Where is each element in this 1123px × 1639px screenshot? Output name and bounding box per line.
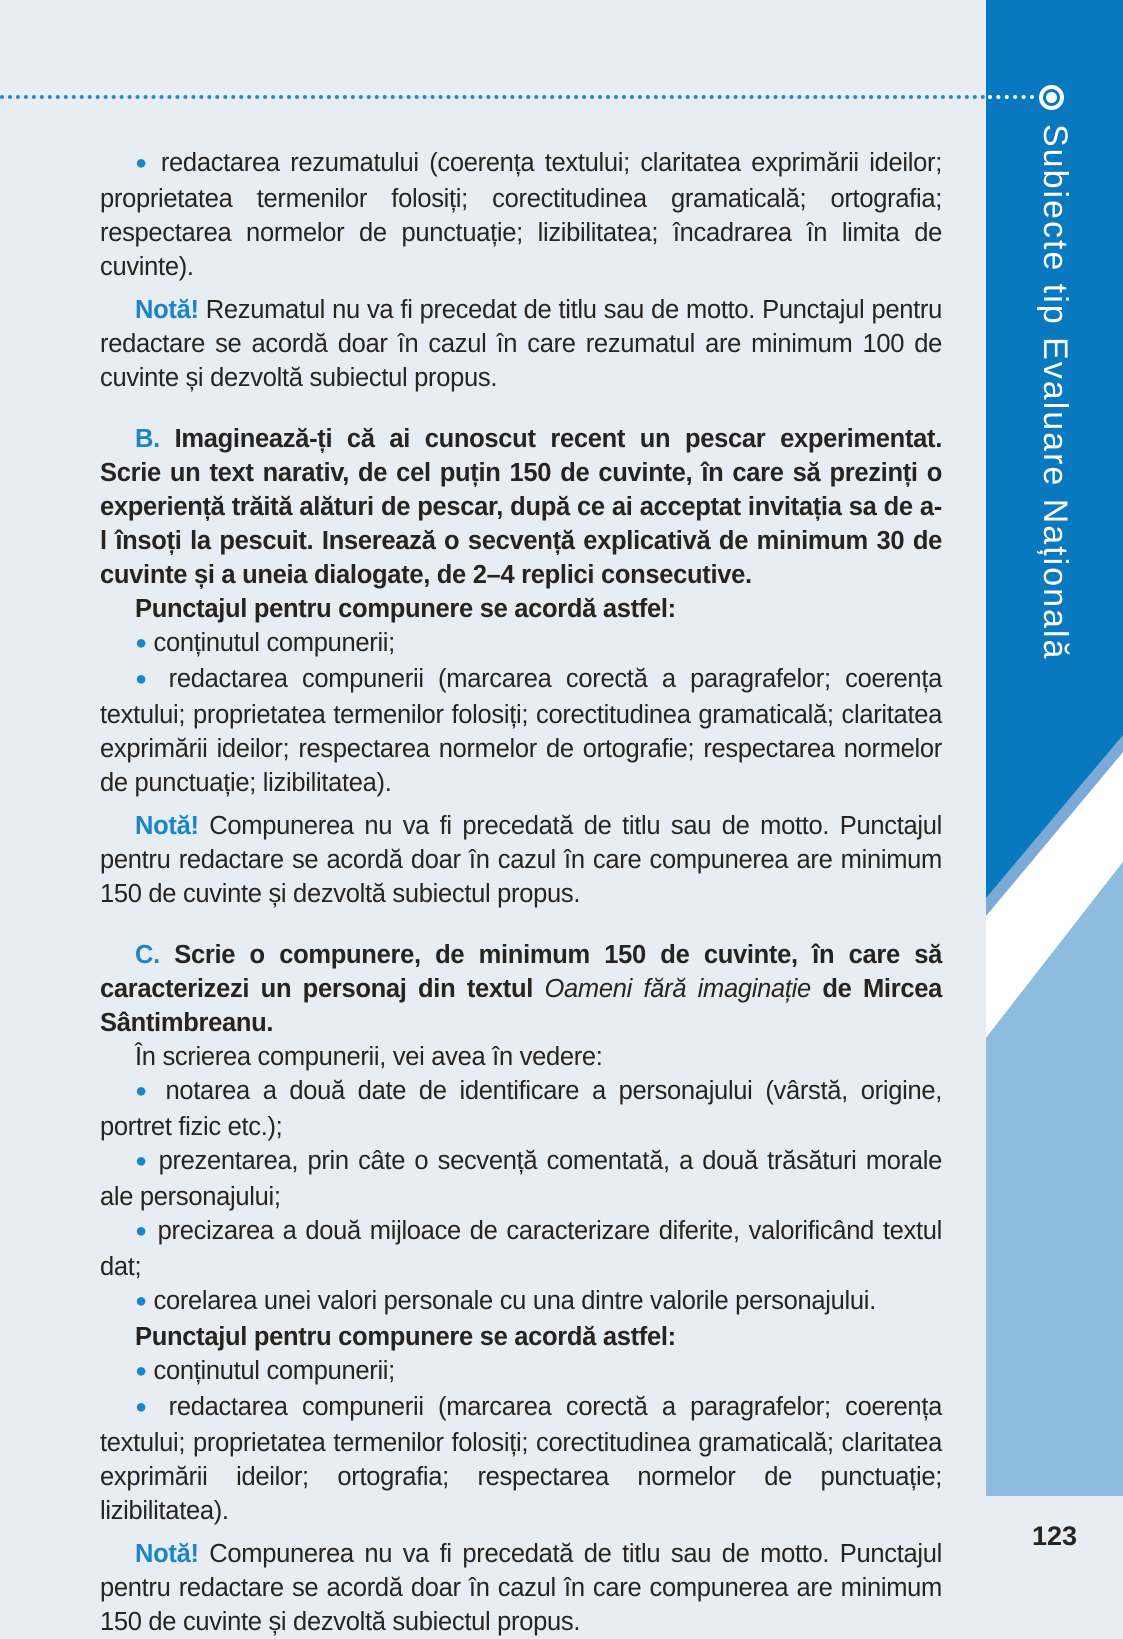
section-text: Scrie o compunere, de minimum 150 de cuvinte, în care să caracterizezi un personaj din textul (100, 941, 943, 1003)
bullet-item: ● redactarea rezumatului (coerența textului; claritatea exprimării ideilor; proprietatea termenilor folosiți; corectitudinea gramaticală; ortografia; respectarea normelor de punctuație; lizibilitatea; încadrarea în limita de cuvinte). (100, 149, 942, 281)
page-content (100, 146, 942, 1639)
bullet-item: ● corelarea unei valori personale cu una dintre valorile personajului. (135, 1287, 876, 1315)
section-text: Imaginează-ți că ai cunoscut recent un pescar experimentat. Scrie un text narativ, de cel puțin 150 de cuvinte, în care să prezinți o experiență trăită alături de pescar, după ce ai acceptat invitația sa de a-l însoți la pescuit. Inserează o secvență explicativă de minimum 30 de cuvinte și a uneia dialogate, de 2–4 replici consecutive. (100, 425, 942, 589)
note-label: Notă! (135, 296, 199, 324)
bullet-item: ● redactarea compunerii (marcarea corectă a paragrafelor; coerența textului; proprietatea termenilor folosiți; corectitudinea gramaticală; claritatea exprimării ideilor; respectarea normelor de ortografie; respectarea normelor de punctuație; lizibilitatea). (100, 665, 942, 797)
sidebar-title: Subiecte tip Evaluare Națională (1036, 124, 1074, 661)
bullet-item: ● precizarea a două mijloace de caracterizare diferite, valorificând textul dat; (100, 1217, 942, 1281)
bullet-icon: ● (135, 1290, 147, 1312)
italic-title-text: Oameni fără imaginație (544, 975, 811, 1003)
section-text: de Mircea Sântimbreanu. (100, 975, 942, 1037)
note-label: Notă! (135, 812, 199, 840)
page-number: 123 (1031, 1521, 1078, 1551)
bullet-icon: ● (135, 1150, 150, 1172)
section-paragraph (100, 422, 942, 592)
section-label: C. (135, 941, 160, 969)
note-label: Notă! (135, 1540, 199, 1568)
bullet-icon: ● (135, 1220, 149, 1242)
bullet-icon: ● (135, 1396, 155, 1418)
bullet-icon: ● (135, 152, 151, 174)
section-paragraph (100, 938, 942, 1040)
bullet-icon: ● (135, 668, 155, 690)
bold-lead-line: Punctajul pentru compunere se acordă astfel: (135, 595, 676, 623)
bullet-item: ● prezentarea, prin câte o secvență comentată, a două trăsături morale ale personajului; (100, 1147, 942, 1211)
bullseye-core (1046, 92, 1057, 103)
bullet-icon: ● (135, 1360, 147, 1382)
bullet-item: ● conținutul compunerii; (135, 629, 395, 657)
note-paragraph: Notă! Rezumatul nu va fi precedat de titlu sau de motto. Punctajul pentru redactare se acordă doar în cazul în care rezumatul are minimum 100 de cuvinte și dezvoltă subiectul propus. (100, 296, 942, 392)
bullet-icon: ● (135, 1080, 153, 1102)
dotted-rule-blue (0, 95, 986, 99)
note-paragraph: Notă! Compunerea nu va fi precedată de titlu sau de motto. Punctajul pentru redactare se acordă doar în cazul în care compunerea are minimum 150 de cuvinte și dezvoltă subiectul propus. (100, 1540, 942, 1636)
bullet-item: ● redactarea compunerii (marcarea corectă a paragrafelor; coerența textului; proprietatea termenilor folosiți; corectitudinea gramaticală; claritatea exprimării ideilor; ortografia; respectarea normelor de punctuație; lizibilitatea). (100, 1393, 942, 1525)
bullet-item: ● conținutul compunerii; (135, 1357, 395, 1385)
body-paragraph: În scrierea compunerii, vei avea în vedere: (135, 1043, 603, 1071)
section-label: B. (135, 425, 160, 453)
bullseye-icon (1039, 85, 1064, 110)
bullet-item: ● notarea a două date de identificare a personajului (vârstă, origine, portret fizic etc.); (100, 1077, 942, 1141)
bullet-icon: ● (135, 632, 147, 654)
note-paragraph: Notă! Compunerea nu va fi precedată de titlu sau de motto. Punctajul pentru redactare se acordă doar în cazul în care compunerea are minimum 150 de cuvinte și dezvoltă subiectul propus. (100, 812, 942, 908)
bold-lead-line: Punctajul pentru compunere se acordă astfel: (135, 1323, 676, 1351)
dotted-rule-white (988, 95, 1034, 99)
